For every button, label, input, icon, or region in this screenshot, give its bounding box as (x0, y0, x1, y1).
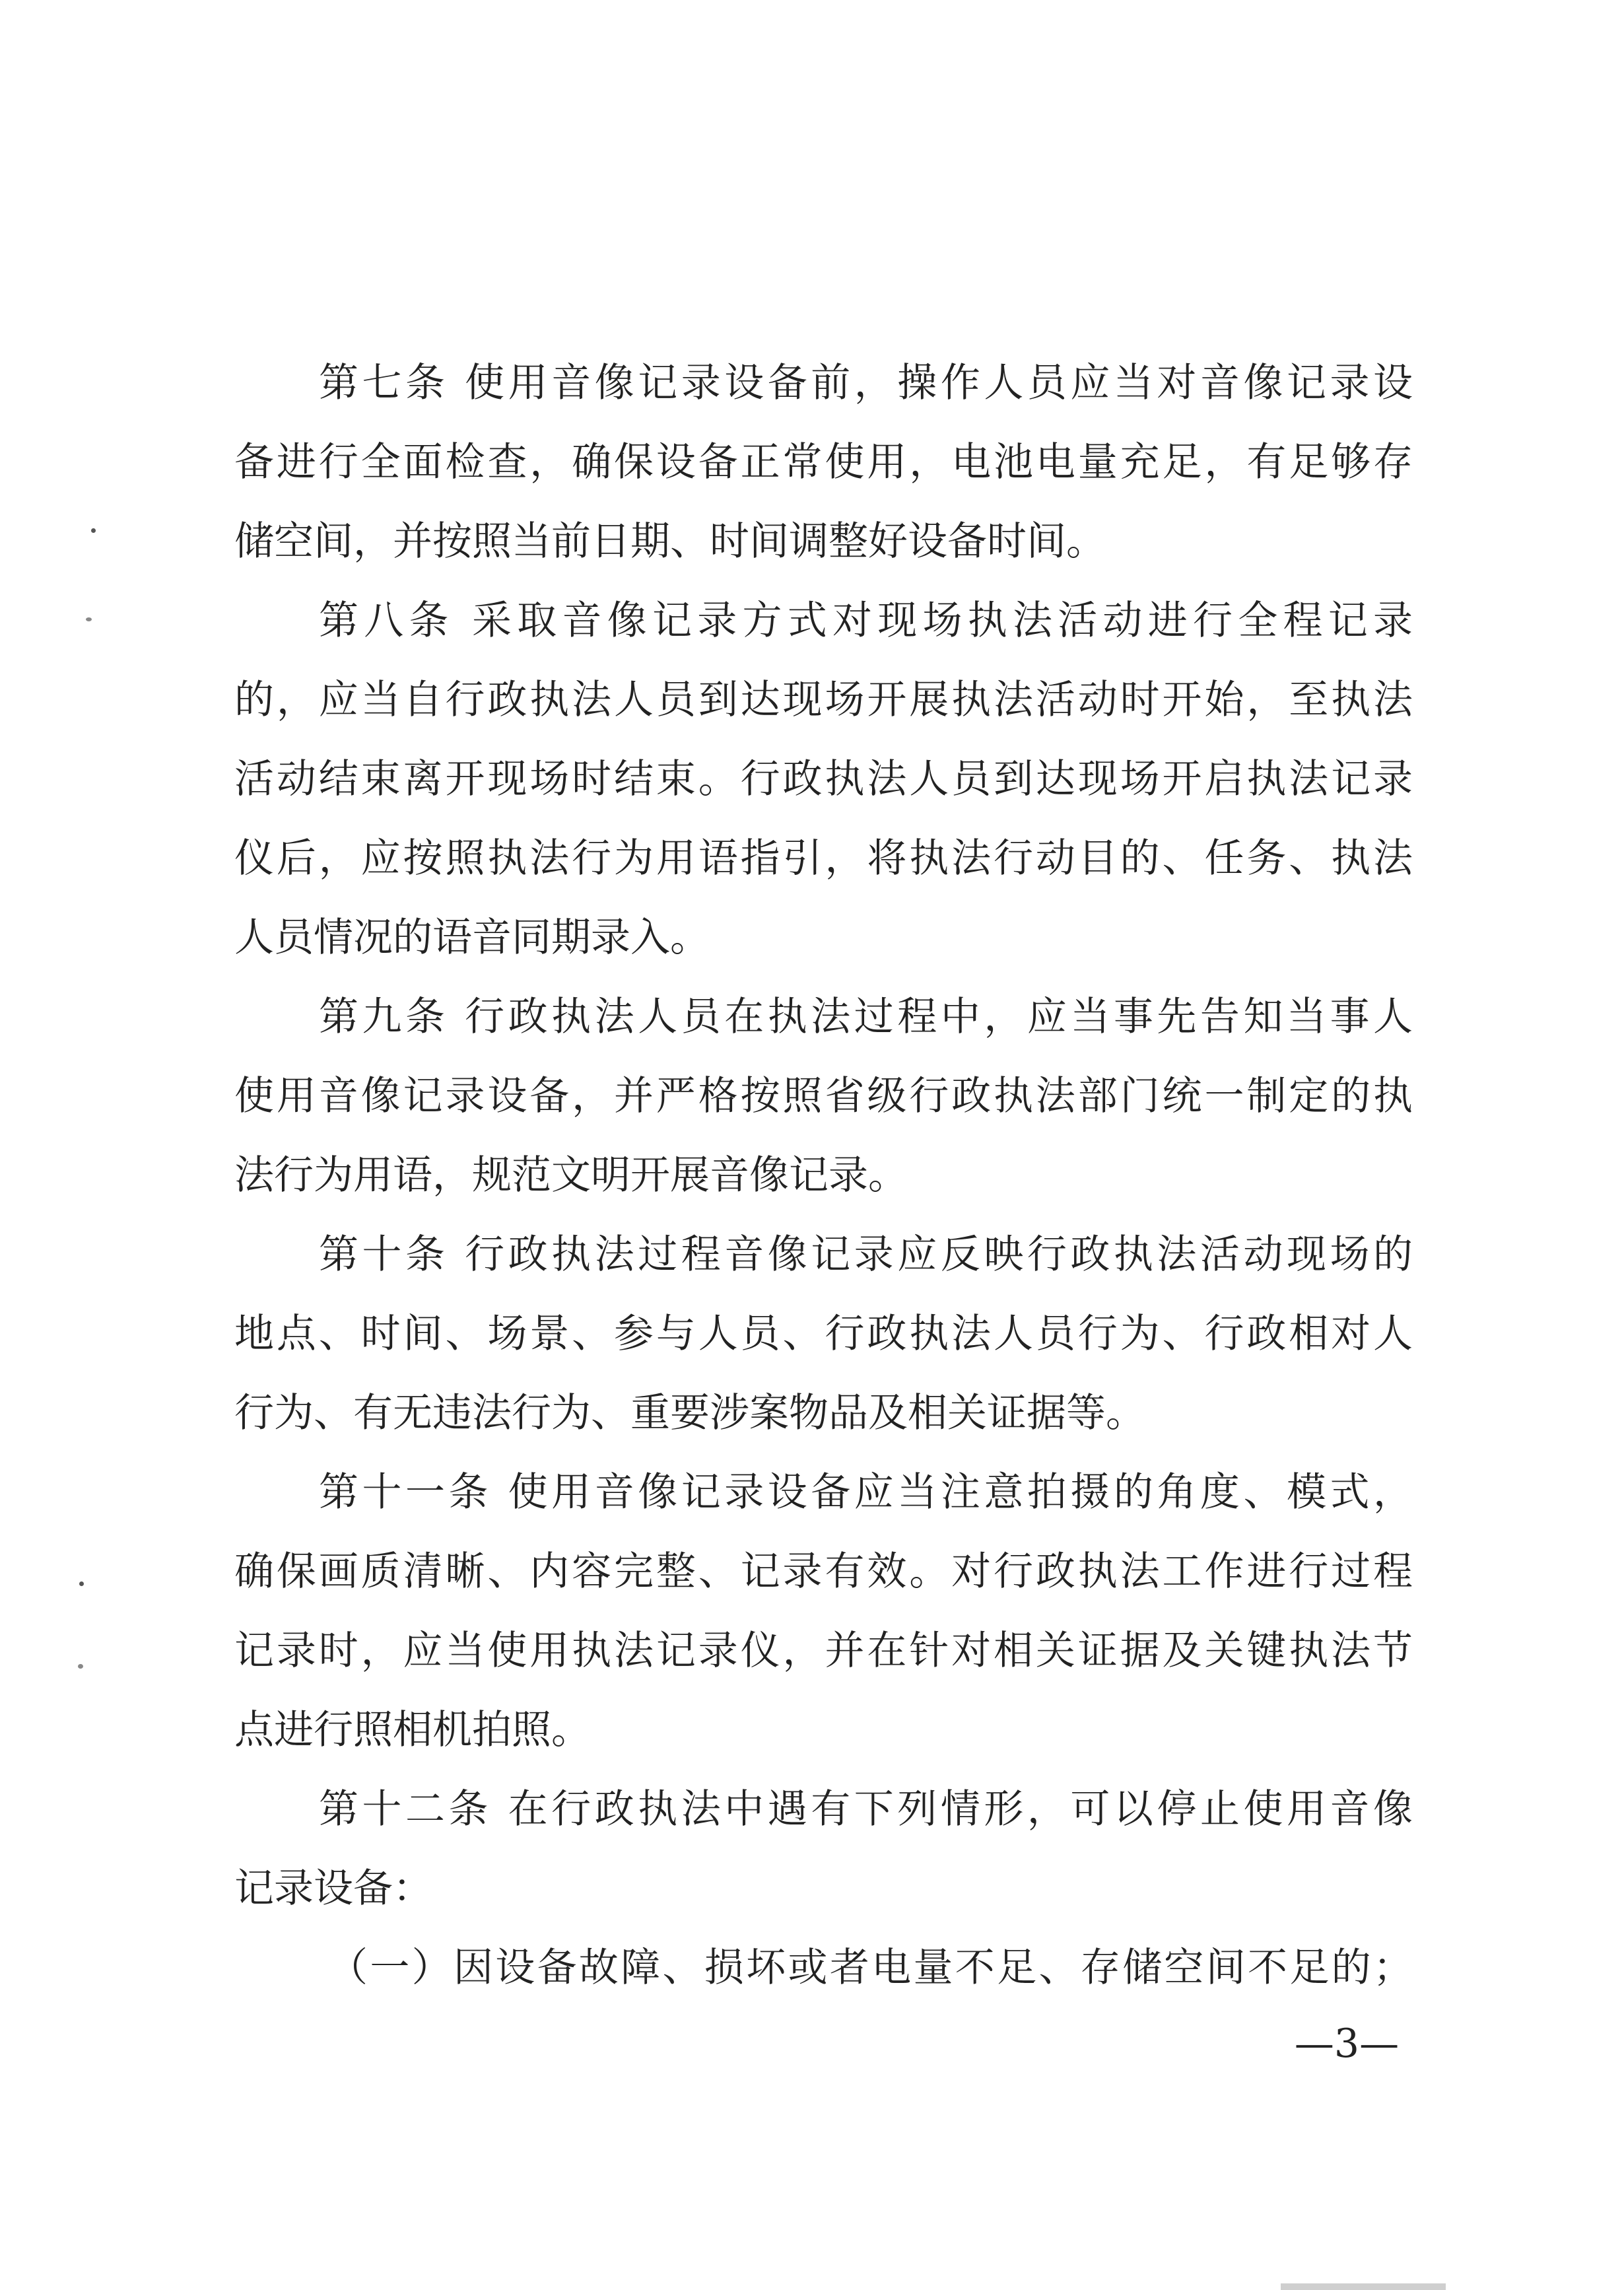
article-11-line-1: 第十一条 使用音像记录设备应当注意拍摄的角度、模式， (319, 1469, 1413, 1515)
article-11-line-3: 记录时，应当使用执法记录仪，并在针对相关证据及关键执法节 (234, 1628, 1413, 1674)
article-11-line-4: 点进行照相机拍照。 (234, 1707, 591, 1753)
article-8-line-3: 活动结束离开现场时结束。行政执法人员到达现场开启执法记录 (234, 756, 1413, 802)
article-10-line-3: 行为、有无违法行为、重要涉案物品及相关证据等。 (234, 1390, 1145, 1436)
scan-speck (91, 528, 96, 533)
page-number: —3— (1294, 2021, 1400, 2067)
article-12-item-1: （一）因设备故障、损坏或者电量不足、存储空间不足的； (328, 1945, 1413, 1991)
article-9-line-2: 使用音像记录设备，并严格按照省级行政执法部门统一制定的执 (234, 1073, 1413, 1119)
article-8-line-5: 人员情况的语音同期录入。 (234, 915, 710, 961)
article-12-line-2: 记录设备： (234, 1865, 432, 1912)
article-12-line-1: 第十二条 在行政执法中遇有下列情形，可以停止使用音像 (319, 1786, 1413, 1832)
article-10-line-1: 第十条 行政执法过程音像记录应反映行政执法活动现场的 (319, 1232, 1413, 1278)
article-7-line-2: 备进行全面检查，确保设备正常使用，电池电量充足，有足够存 (234, 439, 1413, 485)
article-9-line-1: 第九条 行政执法人员在执法过程中，应当事先告知当事人 (319, 994, 1413, 1040)
scan-edge-mark (1281, 2283, 1446, 2290)
article-8-line-2: 的，应当自行政执法人员到达现场开展执法活动时开始，至执法 (234, 677, 1413, 723)
document-body (234, 343, 1413, 2007)
article-8-line-1: 第八条 采取音像记录方式对现场执法活动进行全程记录 (319, 598, 1413, 644)
article-9-line-3: 法行为用语，规范文明开展音像记录。 (234, 1152, 908, 1198)
article-10-line-2: 地点、时间、场景、参与人员、行政执法人员行为、行政相对人 (234, 1311, 1413, 1357)
scan-speck (79, 1581, 84, 1586)
article-7-line-1: 第七条 使用音像记录设备前，操作人员应当对音像记录设 (319, 360, 1413, 406)
scan-speck (78, 1664, 83, 1669)
article-7-line-3: 储空间，并按照当前日期、时间调整好设备时间。 (234, 518, 1106, 565)
article-8-line-4: 仪后，应按照执法行为用语指引，将执法行动目的、任务、执法 (234, 835, 1413, 882)
article-11-line-2: 确保画质清晰、内容完整、记录有效。对行政执法工作进行过程 (234, 1548, 1413, 1595)
scan-speck (86, 617, 92, 621)
